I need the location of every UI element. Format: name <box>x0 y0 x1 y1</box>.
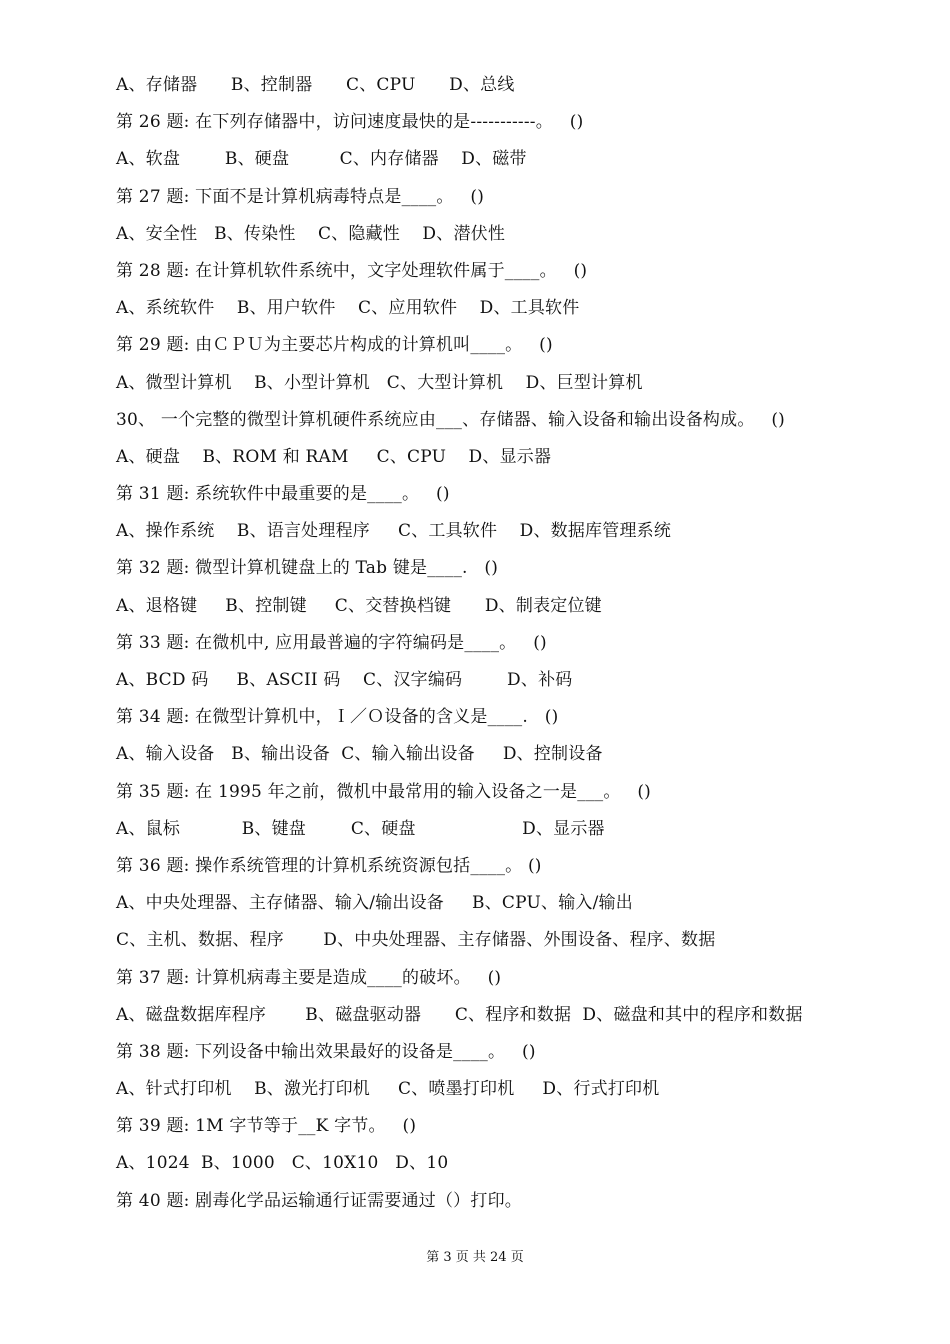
question-line: 第 27 题: 下面不是计算机病毒特点是____。 () <box>116 186 485 207</box>
question-line: 第 26 题: 在下列存储器中，访问速度最快的是-----------。 () <box>116 112 584 133</box>
answer-options-line: A、存储器 B、控制器 C、CPU D、总线 <box>116 75 515 95</box>
question-line: 第 38 题: 下列设备中输出效果最好的设备是____。 () <box>116 1041 536 1062</box>
answer-options-line: A、操作系统 B、语言处理程序 C、工具软件 D、数据库管理系统 <box>116 521 672 542</box>
answer-options-line: C、主机、数据、程序 D、中央处理器、主存储器、外围设备、程序、数据 <box>116 930 716 951</box>
question-line: 30、 一个完整的微型计算机硬件系统应由___、存储器、输入设备和输出设备构成。 () <box>116 409 786 430</box>
question-list <box>116 70 916 1223</box>
answer-options-line: A、退格键 B、控制键 C、交替换档键 D、制表定位键 <box>116 595 602 616</box>
question-line: 第 36 题: 操作系统管理的计算机系统资源包括____。 () <box>116 855 542 876</box>
page-footer: 第 3 页 共 24 页 <box>426 1250 524 1265</box>
question-line: 第 33 题: 在微机中, 应用最普遍的字符编码是____。 () <box>116 632 547 653</box>
question-line: 第 28 题: 在计算机软件系统中，文字处理软件属于____。 () <box>116 260 588 281</box>
answer-options-line: A、鼠标 B、键盘 C、硬盘 D、显示器 <box>116 818 605 839</box>
question-line: 第 35 题: 在 1995 年之前，微机中最常用的输入设备之一是___。 () <box>116 781 652 802</box>
question-line: 第 40 题: 剧毒化学品运输通行证需要通过（）打印。 <box>116 1190 522 1211</box>
answer-options-line: A、磁盘数据库程序 B、磁盘驱动器 C、程序和数据 D、磁盘和其中的程序和数据 <box>116 1004 803 1025</box>
answer-options-line: A、软盘 B、硬盘 C、内存储器 D、磁带 <box>116 149 527 170</box>
answer-options-line: A、系统软件 B、用户软件 C、应用软件 D、工具软件 <box>116 298 580 319</box>
answer-options-line: A、微型计算机 B、小型计算机 C、大型计算机 D、巨型计算机 <box>116 372 643 393</box>
answer-options-line: A、1024 B、1000 C、10X10 D、10 <box>116 1153 449 1174</box>
question-line: 第 39 题: 1M 字节等于__K 字节。 () <box>116 1116 417 1137</box>
question-line: 第 32 题: 微型计算机键盘上的 Tab 键是____. () <box>116 558 499 579</box>
question-line: 第 29 题: 由ＣＰＵ为主要芯片构成的计算机叫____。 () <box>116 335 553 356</box>
answer-options-line: A、中央处理器、主存储器、输入/输出设备 B、CPU、输入/输出 <box>116 893 633 914</box>
answer-options-line: A、输入设备 B、输出设备 C、输入输出设备 D、控制设备 <box>116 744 603 765</box>
answer-options-line: A、硬盘 B、ROM 和 RAM C、CPU D、显示器 <box>116 446 552 467</box>
answer-options-line: A、BCD 码 B、ASCII 码 C、汉字编码 D、补码 <box>116 670 573 690</box>
answer-options-line: A、针式打印机 B、激光打印机 C、喷墨打印机 D、行式打印机 <box>116 1079 660 1100</box>
question-line: 第 37 题: 计算机病毒主要是造成____的破坏。 () <box>116 967 502 988</box>
question-line: 第 34 题: 在微型计算机中，Ｉ／Ｏ设备的含义是____. () <box>116 707 559 728</box>
answer-options-line: A、安全性 B、传染性 C、隐藏性 D、潜伏性 <box>116 223 506 244</box>
question-line: 第 31 题: 系统软件中最重要的是____。 () <box>116 484 450 505</box>
